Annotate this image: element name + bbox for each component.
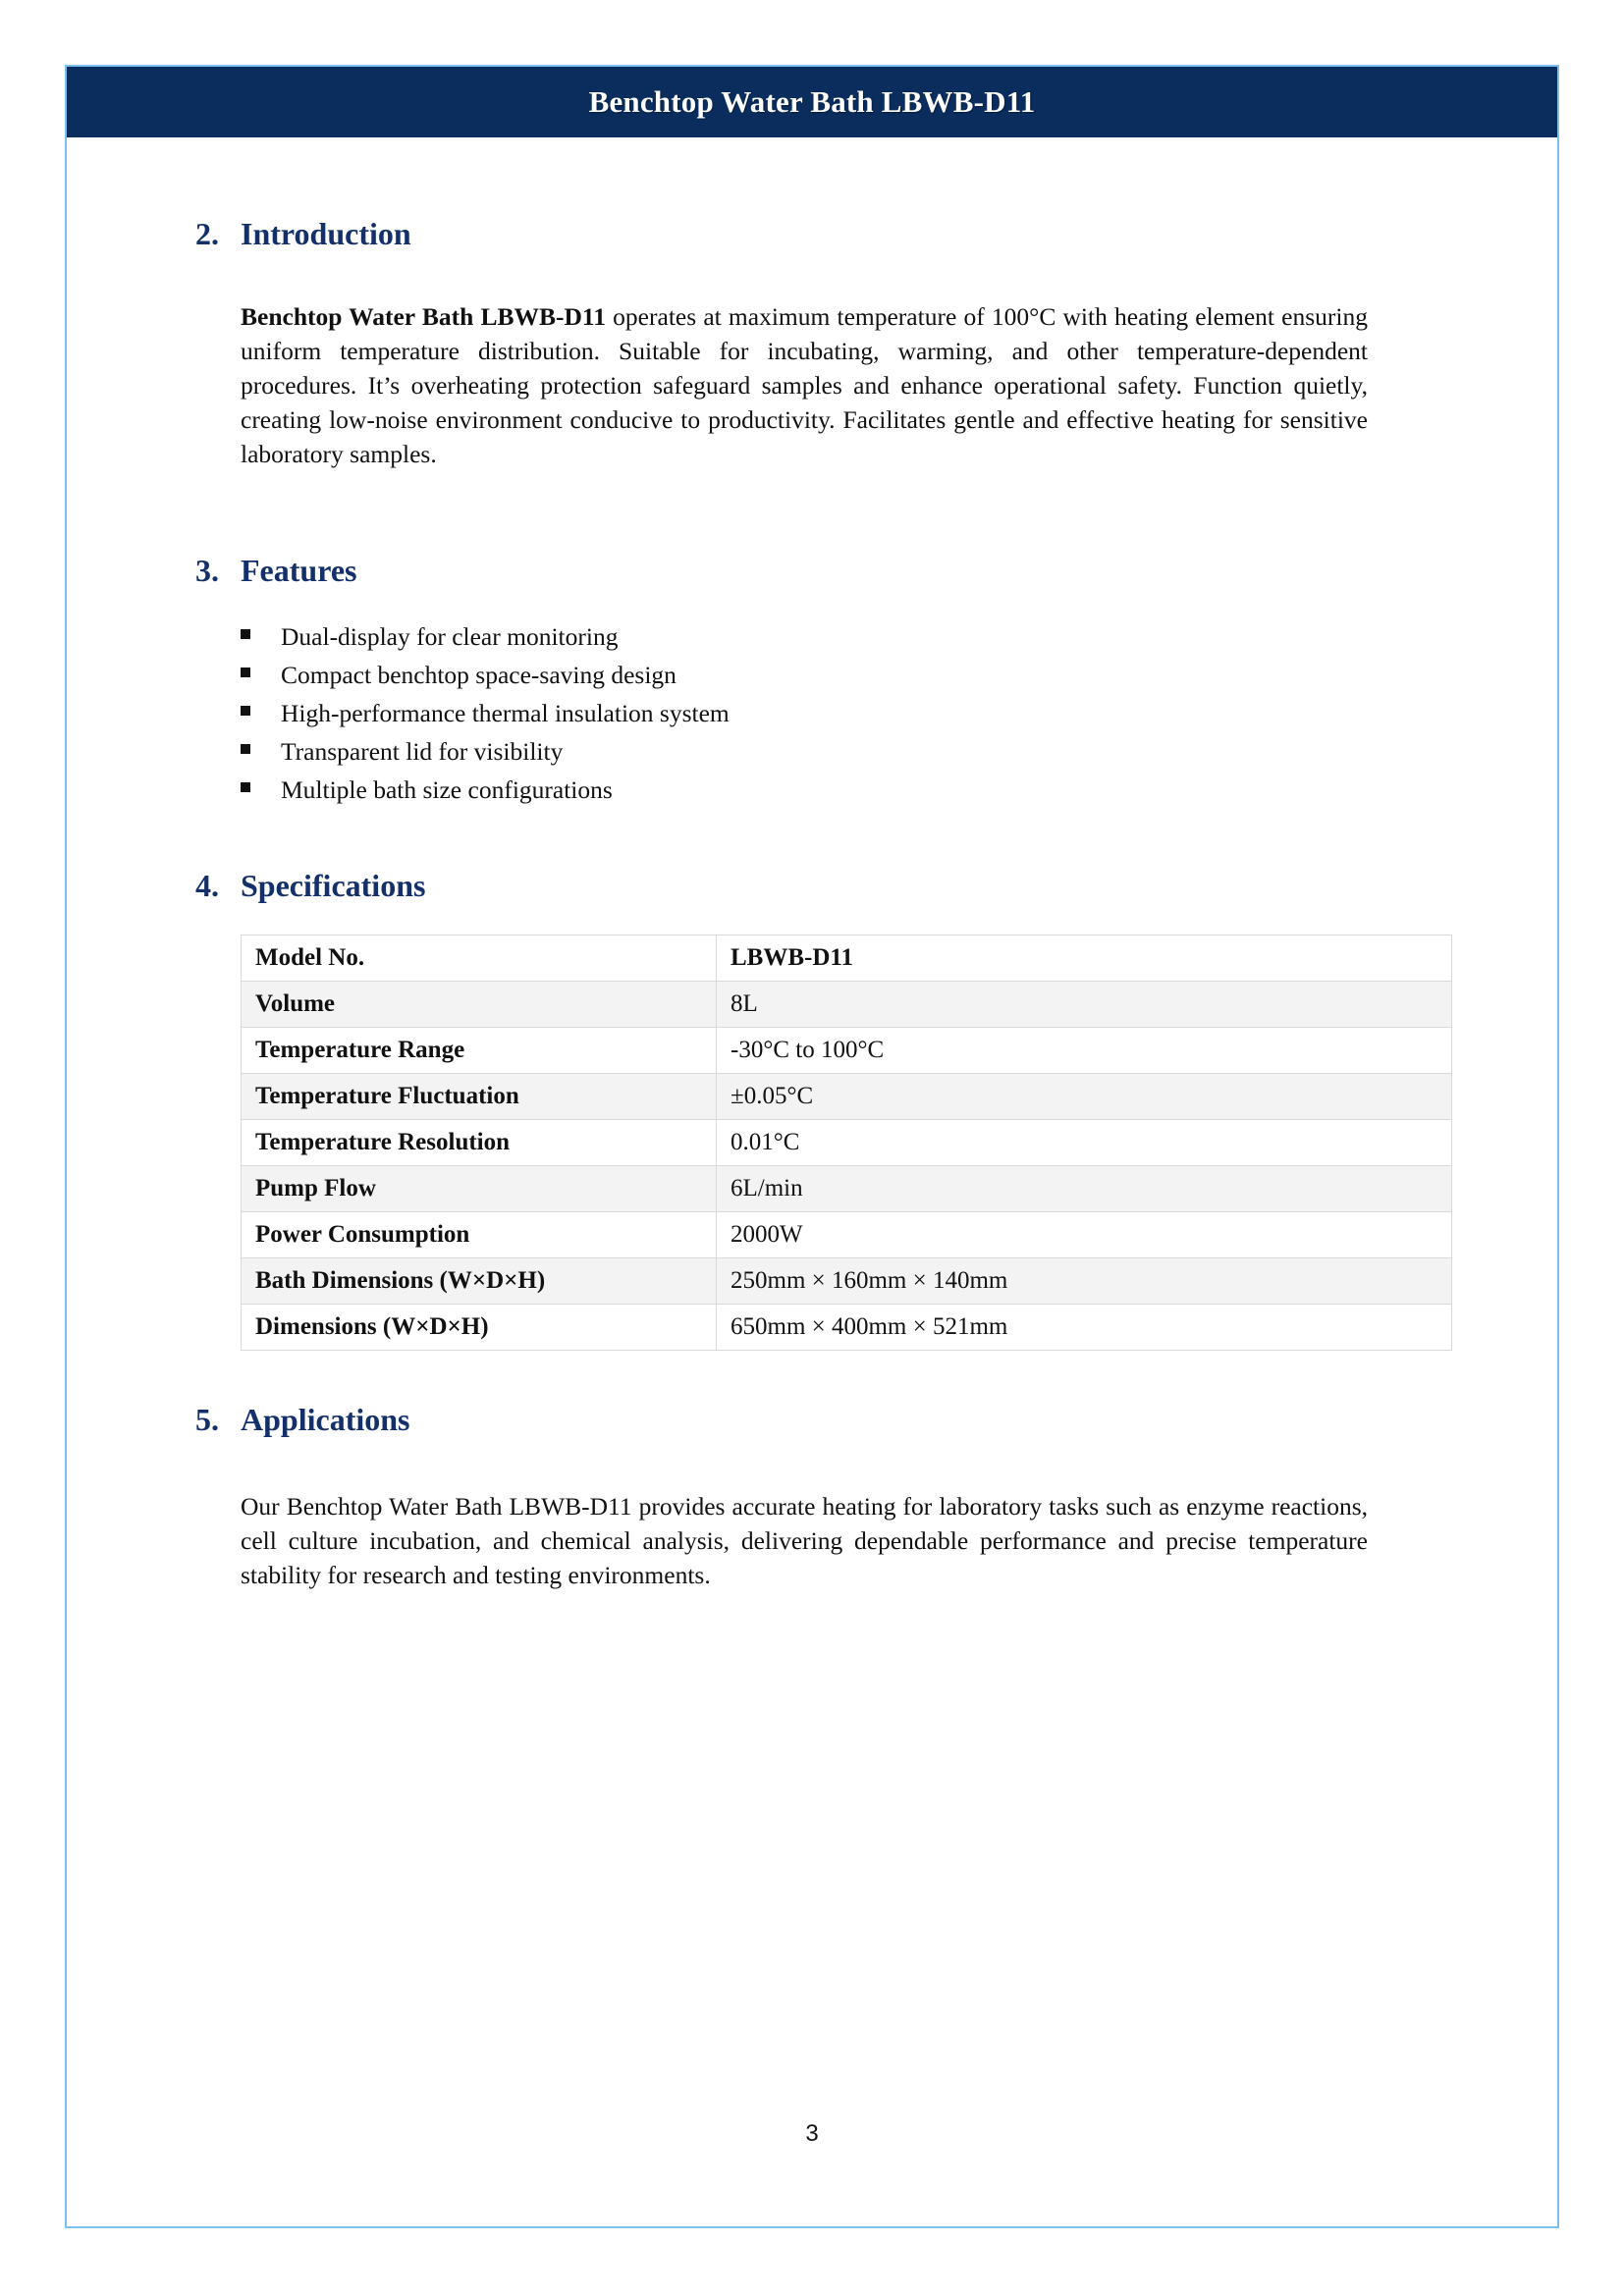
section-title-specifications: Specifications	[241, 868, 426, 903]
document-title: Benchtop Water Bath LBWB-D11	[588, 84, 1036, 119]
introduction-body-text: operates at maximum temperature of 100°C with heating element ensuring uniform temperature distribution. Suitable for incubating, warming, and other temperature-dependent procedures. It’s overheating protection safeguard samples and enhance operational safety. Function quietly, creating low-noise environment conducive to productivity. Facilitates gentle and effective heating for sensitive laboratory samples.	[241, 301, 1368, 468]
spec-value: 250mm × 160mm × 140mm	[717, 1258, 1452, 1305]
square-bullet-icon	[241, 629, 250, 639]
spec-value: 650mm × 400mm × 521mm	[717, 1305, 1452, 1351]
list-item	[241, 732, 1557, 771]
spec-label: Bath Dimensions (W×D×H)	[242, 1258, 717, 1305]
heading-specifications	[67, 868, 1557, 904]
spec-label: Temperature Fluctuation	[242, 1074, 717, 1120]
table-row	[242, 1120, 1452, 1166]
document-header-bar	[67, 67, 1557, 137]
table-row	[242, 1166, 1452, 1212]
section-title-introduction: Introduction	[241, 216, 411, 251]
spec-value: LBWB-D11	[717, 935, 1452, 982]
section-number-introduction: 2.	[195, 216, 219, 251]
table-row	[242, 1074, 1452, 1120]
section-number-applications: 5.	[195, 1402, 219, 1437]
square-bullet-icon	[241, 667, 250, 677]
table-row	[242, 982, 1452, 1028]
spec-label: Power Consumption	[242, 1212, 717, 1258]
table-row	[242, 1305, 1452, 1351]
table-row	[242, 1258, 1452, 1305]
square-bullet-icon	[241, 706, 250, 716]
spec-label: Temperature Range	[242, 1028, 717, 1074]
page-number: 3	[805, 2120, 819, 2147]
square-bullet-icon	[241, 782, 250, 792]
applications-paragraph: Our Benchtop Water Bath LBWB-D11 provides accurate heating for laboratory tasks such as enzyme reactions, cell culture incubation, and chemical analysis, delivering dependable performance and precise temperature stability for research and testing environments.	[241, 1491, 1368, 1589]
square-bullet-icon	[241, 744, 250, 754]
list-item	[241, 771, 1557, 809]
specifications-table	[241, 934, 1452, 1351]
table-row	[242, 1212, 1452, 1258]
introduction-lead-bold: Benchtop Water Bath LBWB-D11	[241, 301, 606, 331]
spec-label: Volume	[242, 982, 717, 1028]
spec-label: Dimensions (W×D×H)	[242, 1305, 717, 1351]
table-row	[242, 1028, 1452, 1074]
feature-label: High-performance thermal insulation system	[281, 699, 730, 727]
heading-features	[67, 553, 1557, 589]
feature-label: Compact benchtop space-saving design	[281, 661, 677, 689]
spec-value: -30°C to 100°C	[717, 1028, 1452, 1074]
section-number-specifications: 4.	[195, 868, 219, 903]
section-specifications	[67, 868, 1557, 1351]
section-introduction	[67, 216, 1557, 471]
heading-introduction	[67, 216, 1557, 252]
list-item	[241, 694, 1557, 732]
spec-value: 6L/min	[717, 1166, 1452, 1212]
list-item	[241, 617, 1557, 656]
list-item	[241, 656, 1557, 694]
spec-label: Temperature Resolution	[242, 1120, 717, 1166]
page-content	[67, 137, 1557, 2226]
spec-value: 8L	[717, 982, 1452, 1028]
spec-value: 0.01°C	[717, 1120, 1452, 1166]
spec-value: 2000W	[717, 1212, 1452, 1258]
heading-applications	[67, 1402, 1557, 1438]
spec-value: ±0.05°C	[717, 1074, 1452, 1120]
feature-label: Dual-display for clear monitoring	[281, 622, 619, 651]
section-number-features: 3.	[195, 553, 219, 588]
section-features	[67, 553, 1557, 809]
spec-label: Model No.	[242, 935, 717, 982]
table-row	[242, 935, 1452, 982]
section-applications	[67, 1402, 1557, 1592]
feature-label: Multiple bath size configurations	[281, 775, 613, 804]
section-title-applications: Applications	[241, 1402, 410, 1437]
features-list	[241, 617, 1557, 809]
spec-label: Pump Flow	[242, 1166, 717, 1212]
introduction-paragraph	[241, 299, 1368, 471]
section-title-features: Features	[241, 553, 357, 588]
feature-label: Transparent lid for visibility	[281, 737, 564, 766]
